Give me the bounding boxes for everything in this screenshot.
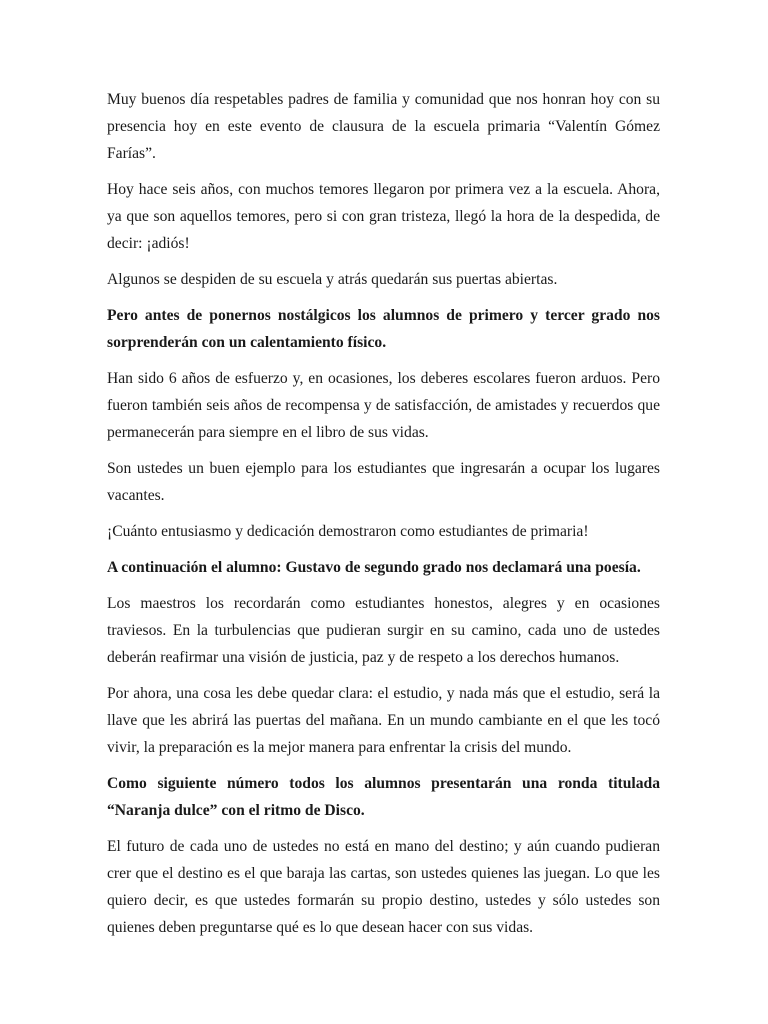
paragraph-study: Por ahora, una cosa les debe quedar clara: el estudio, y nada más que el estudio, será la llave que les abrirá las puertas del mañana. En un mundo cambiante en el que les tocó vivir, la preparación es la mejor manera para enfrentar la crisis del mundo. [107, 685, 660, 756]
paragraph-school-doors: Algunos se despiden de su escuela y atrás quedarán sus puertas abiertas. [107, 271, 558, 288]
paragraph-six-years: Han sido 6 años de esfuerzo y, en ocasiones, los deberes escolares fueron arduos. Pero fueron también seis años de recompensa y de satisfacción, de amistades y recuerdos que permanecerán para siempre en el libro de sus vidas. [107, 370, 660, 441]
paragraph-announcement-poem: A continuación el alumno: Gustavo de segundo grado nos declamará una poesía. [107, 559, 641, 576]
paragraph-good-example: Son ustedes un buen ejemplo para los estudiantes que ingresarán a ocupar los lugares vacantes. [107, 460, 660, 504]
paragraph-greeting: Muy buenos día respetables padres de familia y comunidad que nos honran hoy con su presencia hoy en este evento de clausura de la escuela primaria “Valentín Gómez Farías”. [107, 91, 660, 162]
paragraph-future: El futuro de cada uno de ustedes no está en mano del destino; y aún cuando pudieran crer que el destino es el que baraja las cartas, son ustedes quienes las juegan. Lo que les quiero decir, es que ustedes formarán su propio destino, ustedes y sólo ustedes son quienes deben preguntarse qué es lo que desean hacer con sus vidas. [107, 838, 660, 936]
paragraph-farewell: Hoy hace seis años, con muchos temores llegaron por primera vez a la escuela. Ahora, ya que son aquellos temores, pero si con gran tristeza, llegó la hora de la despedida, de decir: ¡adiós! [107, 181, 660, 252]
paragraph-teachers-remember: Los maestros los recordarán como estudiantes honestos, alegres y en ocasiones traviesos. En la turbulencias que pudieran surgir en su camino, cada uno de ustedes deberán reafirmar una visión de justicia, paz y de respeto a los derechos humanos. [107, 595, 660, 666]
paragraph-announcement-dance: Como siguiente número todos los alumnos presentarán una ronda titulada “Naranja dulce” con el ritmo de Disco. [107, 775, 660, 819]
paragraph-enthusiasm: ¡Cuánto entusiasmo y dedicación demostraron como estudiantes de primaria! [107, 523, 589, 540]
document-page [107, 86, 660, 950]
paragraph-announcement-warmup: Pero antes de ponernos nostálgicos los alumnos de primero y tercer grado nos sorprenderán con un calentamiento físico. [107, 307, 660, 351]
